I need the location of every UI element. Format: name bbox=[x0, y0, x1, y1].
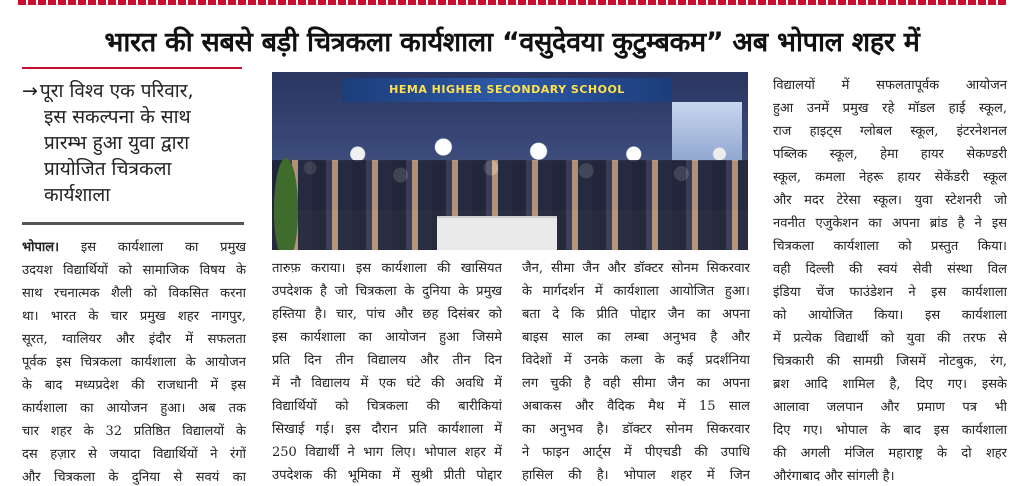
arrow-icon: → bbox=[22, 80, 38, 102]
column-2 bbox=[272, 257, 502, 486]
column-4-line: वही दिल्ली की स्वयं सेवी संस्था विल bbox=[773, 262, 1007, 277]
column-2-line: में नौ विद्यालय में एक घंटे की अवधि में bbox=[272, 376, 502, 391]
column-4 bbox=[773, 74, 1007, 486]
column-2-line: इस कार्यशाला का आयोजन हुआ जिसमे bbox=[272, 330, 502, 345]
column-4-line: औरंगाबाद और सांगली है। bbox=[773, 469, 895, 484]
column-1 bbox=[22, 236, 246, 486]
column-4-line: की अगली मंजिल महाराष्ट्र के दो शहर bbox=[773, 446, 1007, 461]
headline-underline bbox=[22, 67, 242, 69]
column-4-line: और मदर टेरेसा स्कूल। युवा स्टेशनरी जो bbox=[773, 193, 1007, 208]
column-1-line: और चित्रकला के दुनिया से सवयं का bbox=[22, 470, 246, 485]
column-2-line: सिखाई गई। इस दौरान प्रति कार्यशाला में bbox=[272, 422, 502, 437]
headline: भारत की सबसे बड़ी चित्रकला कार्यशाला “वसुदेवया कुटुम्बकम” अब भोपाल शहर में bbox=[104, 27, 920, 58]
column-1-line: भोपाल। इस कार्यशाला का प्रमुख bbox=[22, 240, 246, 255]
column-4-line: ब्रश आदि शामिल है, दिए गए। इसके bbox=[773, 377, 1007, 392]
column-4-line: चित्रकला कार्यशाला को प्रस्तुत किया। bbox=[773, 239, 1007, 254]
column-3-line: का अनुभव है। डॉक्टर सोनम सिकरवार bbox=[522, 422, 750, 437]
table bbox=[437, 216, 557, 250]
column-3-line: अबाकस और वैदिक मैथ में 15 साल bbox=[522, 399, 750, 414]
column-4-line: स्कूल, कमला नेहरू हायर सेकेंडरी स्कूल bbox=[773, 170, 1007, 185]
column-2-line: तारुफ़ कराया। इस कार्यशाला की खासियत bbox=[272, 261, 502, 276]
column-3 bbox=[522, 257, 750, 486]
column-3-line: बाइस साल का लम्बा अनुभव है और bbox=[522, 330, 750, 345]
column-3-line: बता दे कि प्रीति पोद्दार जैन का अपना bbox=[522, 307, 750, 322]
column-4-line: नवनीत एजुकेशन का अपना ब्रांड है ने इस bbox=[773, 216, 1007, 231]
plant bbox=[272, 150, 300, 250]
column-2-line: प्रति दिन तीन विद्यालय और तीन दिन bbox=[272, 353, 502, 368]
column-4-line: चित्रकारी की सामग्री जिसमें नोटबुक, रंग, bbox=[773, 354, 1007, 369]
column-3-line: विदेशों में उनके कला के कई प्रदर्शनिया bbox=[522, 353, 750, 368]
deck-rule bbox=[22, 222, 244, 225]
column-2-line: 250 विद्यार्थी ने भाग लिए। भोपाल शहर में bbox=[272, 445, 502, 460]
column-3-line: लग चुकी है वही सीमा जैन का अपना bbox=[522, 376, 750, 391]
column-1-line: उदयश विद्यार्थियों को सामाजिक विषय के bbox=[22, 263, 246, 278]
column-4-line: में प्रत्येक विद्यार्थी को युवा की तरफ से bbox=[773, 331, 1007, 346]
column-2-line: उपदेशक की भूमिका में सुश्री प्रीती पोद्दार bbox=[272, 468, 502, 483]
deck-line-1: → पूरा विश्व एक परिवार, bbox=[22, 80, 194, 102]
column-4-line: विद्यालयों में सफलतापूर्वक आयोजन bbox=[773, 78, 1007, 93]
column-4-line: पब्लिक स्कूल, हेमा हायर सेकण्डरी bbox=[773, 147, 1007, 162]
school-banner-text: HEMA HIGHER SECONDARY SCHOOL bbox=[389, 83, 625, 96]
deck bbox=[22, 78, 242, 208]
deck-line-2: इस सकल्पना के साथ bbox=[44, 106, 191, 128]
column-1-line: के बाद मध्यप्रदेश की राजधानी में इस bbox=[22, 378, 246, 393]
column-4-line: राज हाइट्स ग्लोबल स्कूल, इंटरनेशनल bbox=[773, 124, 1007, 139]
column-1-line: चार शहर के 32 प्रतिष्ठित विद्यालयों के bbox=[22, 424, 246, 439]
column-1-line: कार्यशाला का आयोजन हुआ। अब तक bbox=[22, 401, 246, 416]
column-2-line: विद्यार्थियों को चित्रकला की बारीकियां bbox=[272, 399, 502, 414]
column-4-line: को आयोजित किया। इस कार्यशाला bbox=[773, 308, 1007, 323]
deck-line-5: कार्यशाला bbox=[44, 184, 111, 206]
column-4-line: इंडिया चेंज फाउंडेशन ने इस कार्यशाला bbox=[773, 285, 1007, 300]
column-1-line: साथ रचनात्मक शैली को विकसित करना bbox=[22, 286, 246, 301]
column-3-line: के मार्गदर्शन में कार्यशाला आयोजित हुआ। bbox=[522, 284, 750, 299]
column-1-line: दस हज़ार से जयादा विद्यार्थियों ने रंगों bbox=[22, 447, 246, 462]
column-3-line: जैन, सीमा जैन और डॉक्टर सोनम सिकरवार bbox=[522, 261, 750, 276]
column-4-line: हुआ उनमें प्रमुख रहे मॉडल हाई स्कूल, bbox=[773, 101, 1007, 116]
top-rule bbox=[18, 0, 1006, 5]
deck-line-4: प्रायोजित चित्रकला bbox=[44, 158, 172, 180]
workshop-photo bbox=[272, 72, 748, 250]
column-2-line: हस्तिया है। चार, पांच और छह दिसंबर को bbox=[272, 307, 502, 322]
dateline: भोपाल। bbox=[22, 240, 59, 255]
column-4-line: दिए गए। भोपाल के बाद इस कार्यशाला bbox=[773, 423, 1007, 438]
column-1-line: सूरत, ग्वालियर और इंदौर में सफलता bbox=[22, 332, 246, 347]
deck-line-3: प्रारम्भ हुआ युवा द्वारा bbox=[44, 132, 190, 154]
column-1-line: था। भारत के चार प्रमुख शहर नागपुर, bbox=[22, 309, 246, 324]
column-2-line: उपदेशक है जो चित्रकला के दुनिया के प्रमुख bbox=[272, 284, 502, 299]
column-4-line: आलावा जलपान और प्रमाण पत्र भी bbox=[773, 400, 1007, 415]
column-3-line: ने फाइन आर्ट्स में पीएचडी की उपाधि bbox=[522, 445, 750, 460]
school-banner bbox=[342, 78, 672, 102]
column-1-line: पूर्वक इस चित्रकला कार्यशाला के आयोजन bbox=[22, 355, 246, 370]
column-3-line: हासिल की है। भोपाल शहर में जिन bbox=[522, 468, 750, 483]
